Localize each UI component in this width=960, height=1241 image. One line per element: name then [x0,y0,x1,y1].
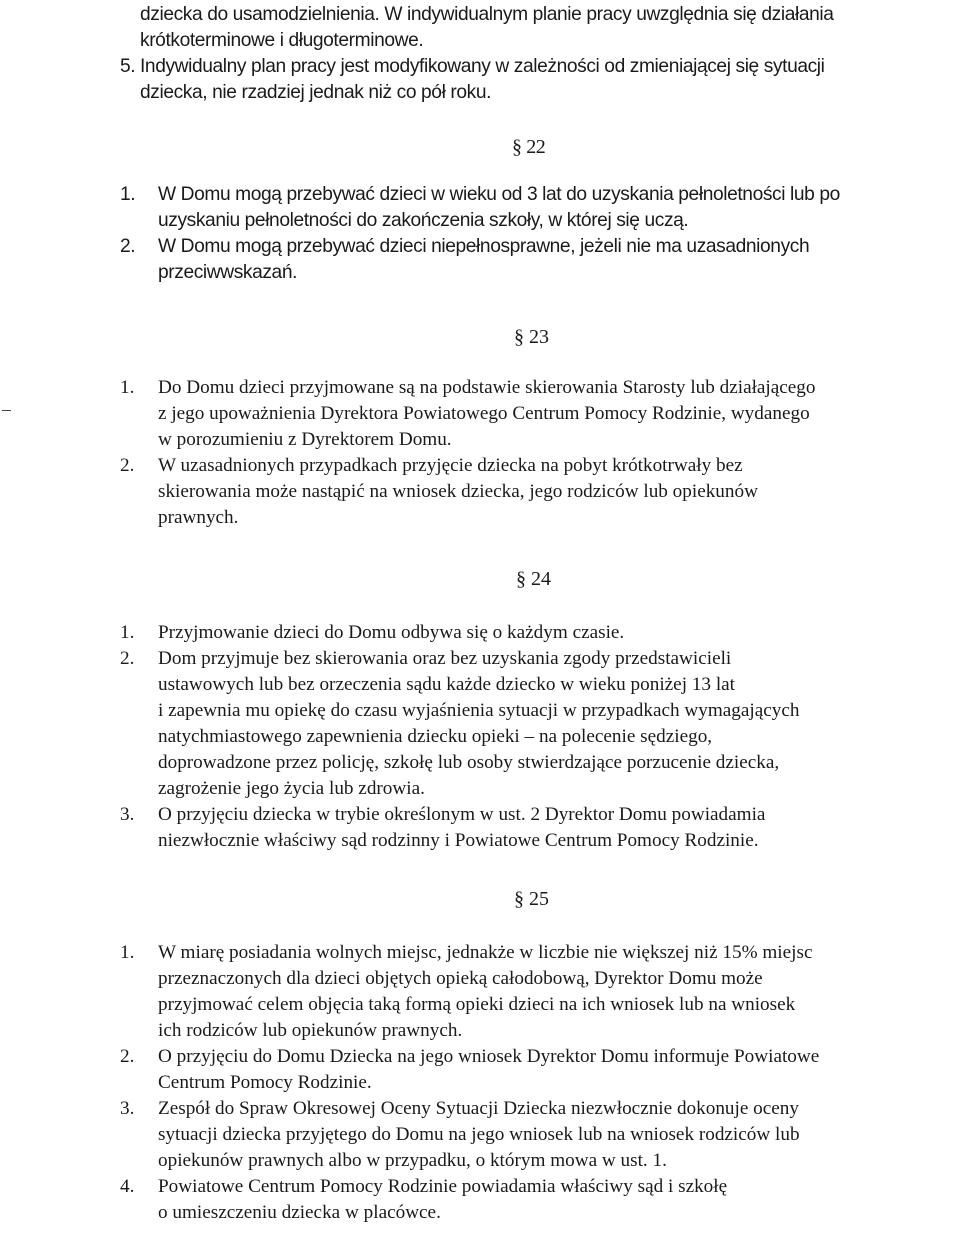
text-line: prawnych. [158,507,239,528]
item-number: 1. [120,942,135,963]
text-line: doprowadzone przez policję, szkołę lub osoby stwierdzające porzucenie dziecka, [158,752,780,773]
text-line: Zespół do Spraw Okresowej Oceny Sytuacji Dziecka niezwłocznie dokonuje oceny [158,1098,799,1119]
text-line: przyjmować celem objęcia taką formą opieki dzieci na ich wniosek lub na wniosek [158,994,796,1015]
item-number: 2. [120,236,136,257]
item-number: 1. [120,622,135,643]
text-line: Dom przyjmuje bez skierowania oraz bez uzyskania zgody przedstawicieli [158,648,732,669]
item-number: 2. [120,648,135,669]
text-line: W Domu mogą przebywać dzieci niepełnosprawne, jeżeli nie ma uzasadnionych [158,236,810,257]
text-line: i zapewnia mu opiekę do czasu wyjaśnienia sytuacji w przypadkach wymagających [158,700,800,721]
list-item [120,940,952,1044]
section-heading: § 23 [514,326,549,348]
text-line: dziecka, nie rzadziej jednak niż co pół roku. [140,82,492,103]
list-item [120,182,952,234]
text-line: o umieszczeniu dziecka w placówce. [158,1202,441,1223]
intro-block [120,2,952,106]
text-line: Przyjmowanie dzieci do Domu odbywa się o każdym czasie. [158,622,625,643]
item-number: 4. [120,1176,135,1197]
text-line: ustawowych lub bez orzeczenia sądu każde dziecko w wieku poniżej 13 lat [158,674,735,695]
section-25-body [120,940,952,1226]
text-line: przeciwwskazań. [158,262,298,283]
list-item [120,1174,952,1226]
text-line: skierowania może nastąpić na wniosek dziecka, jego rodziców lub opiekunów [158,481,758,502]
section-23-body [120,375,952,531]
section-heading: § 24 [516,568,551,590]
item-number: 5. [120,56,136,77]
section-24-body [120,620,952,854]
text-line: Indywidualny plan pracy jest modyfikowany w zależności od zmieniającej się sytuacji [140,56,825,77]
list-item [120,54,952,106]
text-line: W uzasadnionych przypadkach przyjęcie dziecka na pobyt krótkotrwały bez [158,455,743,476]
list-item [120,802,952,854]
text-line: O przyjęciu do Domu Dziecka na jego wniosek Dyrektor Domu informuje Powiatowe [158,1046,820,1067]
text-line: krótkoterminowe i długoterminowe. [140,30,424,51]
text-line: Powiatowe Centrum Pomocy Rodzinie powiadamia właściwy sąd i szkołę [158,1176,728,1197]
text-line: Centrum Pomocy Rodzinie. [158,1072,372,1093]
section-heading: § 25 [514,888,549,910]
section-heading: § 22 [512,136,546,158]
text-line: ich rodziców lub opiekunów prawnych. [158,1020,463,1041]
text-line: uzyskaniu pełnoletności do zakończenia szkoły, w której się uczą. [158,210,689,231]
list-item [120,375,952,453]
item-number: 2. [120,455,135,476]
intro-continuation [120,2,952,54]
list-item [120,453,952,531]
item-number: 3. [120,804,135,825]
text-line: zagrożenie jego życia lub zdrowia. [158,778,425,799]
text-line: z jego upoważnienia Dyrektora Powiatowego Centrum Pomocy Rodzinie, wydanego [158,403,810,424]
item-number: 2. [120,1046,135,1067]
list-item [120,1096,952,1174]
text-line: W miarę posiadania wolnych miejsc, jednakże w liczbie nie większej niż 15% miejsc [158,942,813,963]
text-line: niezwłocznie właściwy sąd rodzinny i Powiatowe Centrum Pomocy Rodzinie. [158,830,759,851]
margin-mark [2,410,11,411]
text-line: przeznaczonych dla dzieci objętych opieką całodobową, Dyrektor Domu może [158,968,763,989]
text-line: sytuacji dziecka przyjętego do Domu na jego wniosek lub na wniosek rodziców lub [158,1124,800,1145]
list-item [120,646,952,802]
list-item [120,1044,952,1096]
item-number: 1. [120,184,136,205]
text-line: Do Domu dzieci przyjmowane są na podstawie skierowania Starosty lub działającego [158,377,816,398]
text-line: O przyjęciu dziecka w trybie określonym w ust. 2 Dyrektor Domu powiadamia [158,804,766,825]
text-line: dziecka do usamodzielnienia. W indywidualnym planie pracy uwzględnia się działania [140,4,834,25]
list-item [120,620,952,646]
text-line: w porozumieniu z Dyrektorem Domu. [158,429,452,450]
text-line: opiekunów prawnych albo w przypadku, o którym mowa w ust. 1. [158,1150,667,1171]
text-line: natychmiastowego zapewnienia dziecku opieki – na polecenie sędziego, [158,726,713,747]
text-line: W Domu mogą przebywać dzieci w wieku od 3 lat do uzyskania pełnoletności lub po [158,184,840,205]
item-number: 3. [120,1098,135,1119]
list-item [120,234,952,286]
section-22-body [120,182,952,286]
item-number: 1. [120,377,135,398]
